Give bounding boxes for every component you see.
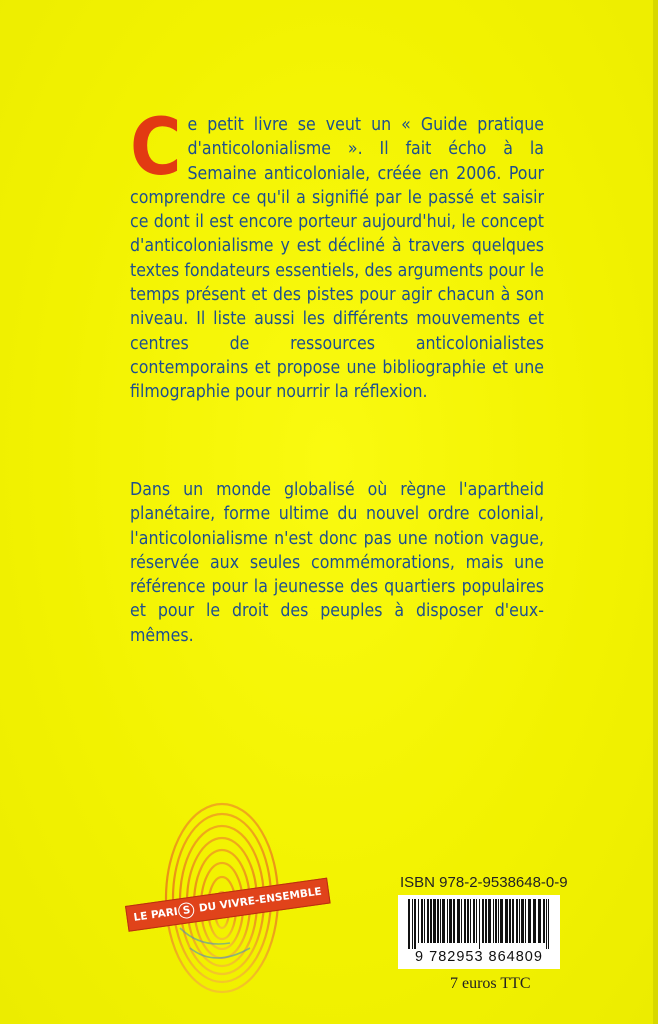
- publisher-label-circled: S: [178, 901, 196, 919]
- description-paragraph-2: Dans un monde globalisé où règne l'apartheid planétaire, forme ultime du nouvel ordre colonial, l'anticolonialisme n'est donc pas une notion vague, réservée aux seules commémorations, mais une référence pour la jeunesse des quartiers populaires et pour le droit des peuples à disposer d'eux-mêmes.: [130, 480, 544, 646]
- barcode-bar: [457, 899, 460, 943]
- isbn-text: ISBN 978-2-9538648-0-9: [400, 874, 568, 891]
- barcode-bar: [408, 899, 410, 949]
- barcode-bar: [430, 899, 432, 943]
- barcode-bar: [488, 899, 491, 943]
- barcode-digits: 9 782953 864809: [415, 949, 543, 965]
- barcode-bar: [479, 899, 480, 949]
- barcode-bar: [424, 899, 425, 943]
- description-paragraph-1: [130, 103, 544, 405]
- barcode-bar: [509, 899, 511, 943]
- barcode-bar: [495, 899, 497, 943]
- barcode-bar: [482, 899, 484, 943]
- barcode-bar: [543, 899, 545, 943]
- barcode-bars: [398, 895, 560, 951]
- barcode-bar: [427, 899, 429, 943]
- price-text: 7 euros TTC: [450, 975, 531, 992]
- barcode-bar: [447, 899, 448, 943]
- dropcap-letter: C: [130, 103, 182, 193]
- barcode: [398, 895, 560, 969]
- barcode-bar: [498, 899, 499, 943]
- barcode-bar: [512, 899, 514, 943]
- barcode-bar: [505, 899, 508, 943]
- barcode-bar: [418, 899, 419, 943]
- barcode-bar: [533, 899, 536, 943]
- barcode-bar: [519, 899, 520, 943]
- barcode-bar: [485, 899, 487, 943]
- barcode-bar: [453, 899, 455, 943]
- barcode-bar: [493, 899, 494, 943]
- publisher-label-after: DU VIVRE-ENSEMBLE: [198, 885, 323, 915]
- barcode-bar: [433, 899, 436, 943]
- barcode-bar: [538, 899, 541, 943]
- barcode-bar: [467, 899, 469, 943]
- barcode-bar: [461, 899, 462, 943]
- barcode-bar: [437, 899, 439, 943]
- description-text-1: e petit livre se veut un « Guide pratique d'anticolonialisme ». Il fait écho à la Semaine anticoloniale, créée en 2006. Pour comprendre ce qu'il a signifié par le passé et saisir ce dont il est encore porteur aujourd'hui, le concept d'anticolonialisme y est décliné à travers quelques textes fondateurs essentiels, des arguments pour le temps présent et des pistes pour agir chacun à son niveau. Il liste aussi les différents mouvements et centres de ressources anticolonialistes contemporains et propose une bibliographie et une filmographie pour nourrir la réflexion.: [130, 115, 544, 403]
- barcode-bar: [412, 899, 413, 949]
- publisher-label-before: LE PARI: [132, 905, 179, 924]
- barcode-bar: [442, 899, 445, 943]
- barcode-bar: [476, 899, 477, 943]
- barcode-bar: [521, 899, 524, 943]
- barcode-bar: [546, 899, 547, 949]
- barcode-bar: [414, 899, 416, 949]
- barcode-bar: [548, 899, 549, 949]
- barcode-bar: [449, 899, 452, 943]
- barcode-bar: [525, 899, 526, 943]
- barcode-bar: [470, 899, 471, 943]
- barcode-bar: [528, 899, 531, 943]
- barcode-bar: [500, 899, 503, 943]
- barcode-bar: [421, 899, 423, 943]
- barcode-bar: [516, 899, 518, 943]
- cover-edge: [653, 0, 658, 1024]
- barcode-bar: [473, 899, 475, 943]
- barcode-bar: [440, 899, 441, 943]
- barcode-bar: [464, 899, 466, 943]
